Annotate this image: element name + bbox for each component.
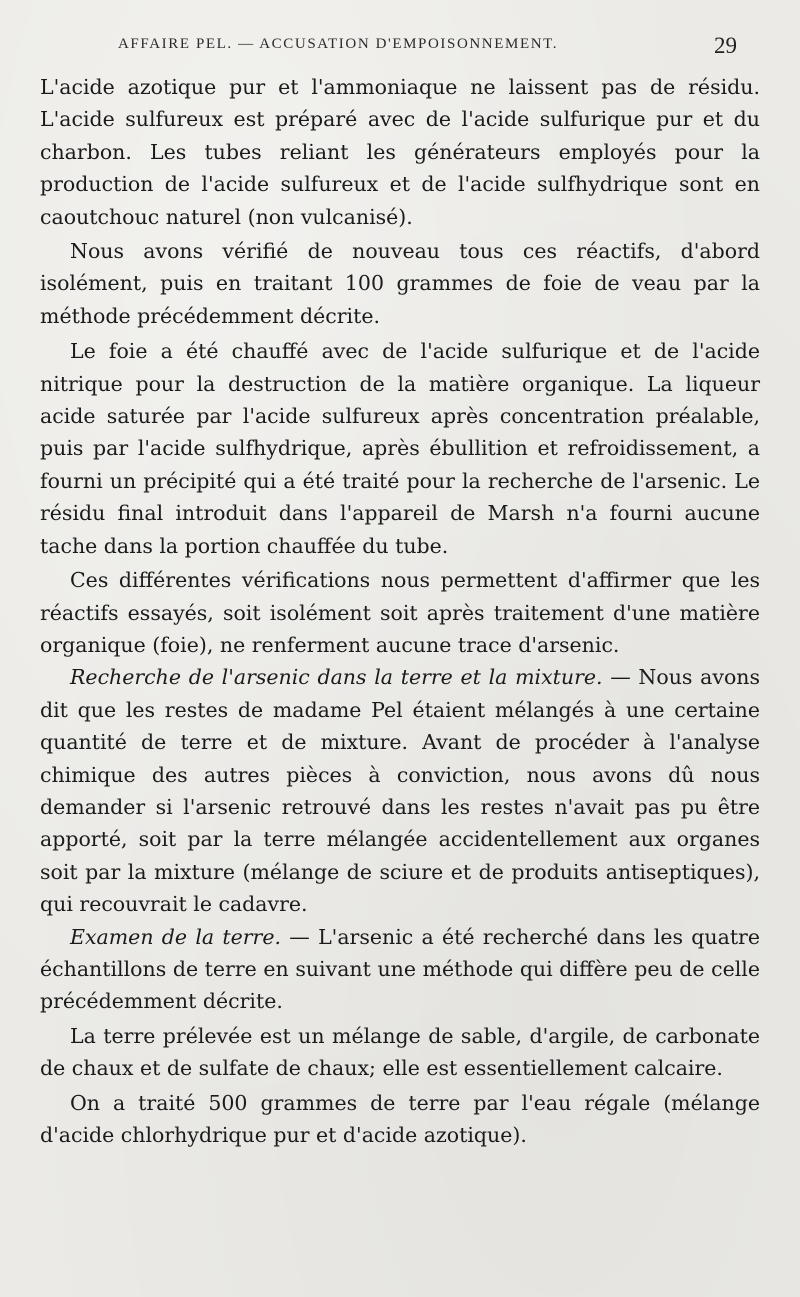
running-head: AFFAIRE PEL. — ACCUSATION D'EMPOISONNEMENT. <box>118 36 559 52</box>
paragraph-conclusion: Ces différentes vérifications nous permettent d'affirmer que les réactifs essayés, soit isolément soit après traitement d'une matière organique (foie), ne renferment aucune trace d'arsenic. <box>40 568 760 657</box>
paragraph-soil-composition: La terre prélevée est un mélange de sable, d'argile, de carbonate de chaux et de sulfate de chaux; elle est essentiellement calcaire. <box>40 1023 760 1081</box>
paragraph-soil-mixture-text: — Nous avons dit que les restes de madame Pel étaient mélangés à une certaine quantité de terre et de mixture. Avant de procéder à l'analyse chimique des autres pièces à conviction, nous avons dû nous demander si l'arsenic retrouvé dans les restes n'avait pas pu être apporté, soit par la terre mélangée accidentellement aux organes soit par la mixture (mélange de sciure et de produits antiseptiques), qui recouvrait le cadavre. <box>40 665 761 917</box>
page-number: 29 <box>714 33 737 58</box>
paragraph-soil-mixture <box>40 661 760 920</box>
paragraph-aqua-regia: On a traité 500 grammes de terre par l'eau régale (mélange d'acide chlorhydrique pur et d'acide azotique). <box>40 1090 760 1147</box>
section-heading-soil-mixture: Recherche de l'arsenic dans la terre et la mixture. <box>70 665 603 690</box>
body-text <box>40 71 760 1151</box>
paragraph-soil-exam-text: — L'arsenic a été recherché dans les quatre échantillons de terre en suivant une méthode qui diffère peu de celle précédemment décrite. <box>40 924 760 1014</box>
section-heading-soil-exam: Examen de la terre. <box>70 924 282 949</box>
paragraph-liver-test: Le foie a été chauffé avec de l'acide sulfurique et de l'acide nitrique pour la destruction de la matière organique. La liqueur acide saturée par l'acide sulfureux après concentration préalable, puis par l'acide sulfhydrique, après ébullition et refroidissement, a fourni un précipité qui a été traité pour la recherche de l'arsenic. Le résidu final introduit dans l'appareil de Marsh n'a fourni aucune tache dans la portion chauffée du tube. <box>40 339 760 558</box>
paragraph-reagents: L'acide azotique pur et l'ammoniaque ne laissent pas de résidu. L'acide sulfureux est préparé avec de l'acide sulfurique pur et du charbon. Les tubes reliant les générateurs employés pour la production de l'acide sulfureux et de l'acide sulfhydrique sont en caoutchouc naturel (non vulcanisé). <box>40 75 760 229</box>
paragraph-verification: Nous avons vérifié de nouveau tous ces réactifs, d'abord isolément, puis en traitant 100 grammes de foie de veau par la méthode précédemment décrite. <box>40 239 760 328</box>
paragraph-soil-exam <box>40 921 760 1018</box>
